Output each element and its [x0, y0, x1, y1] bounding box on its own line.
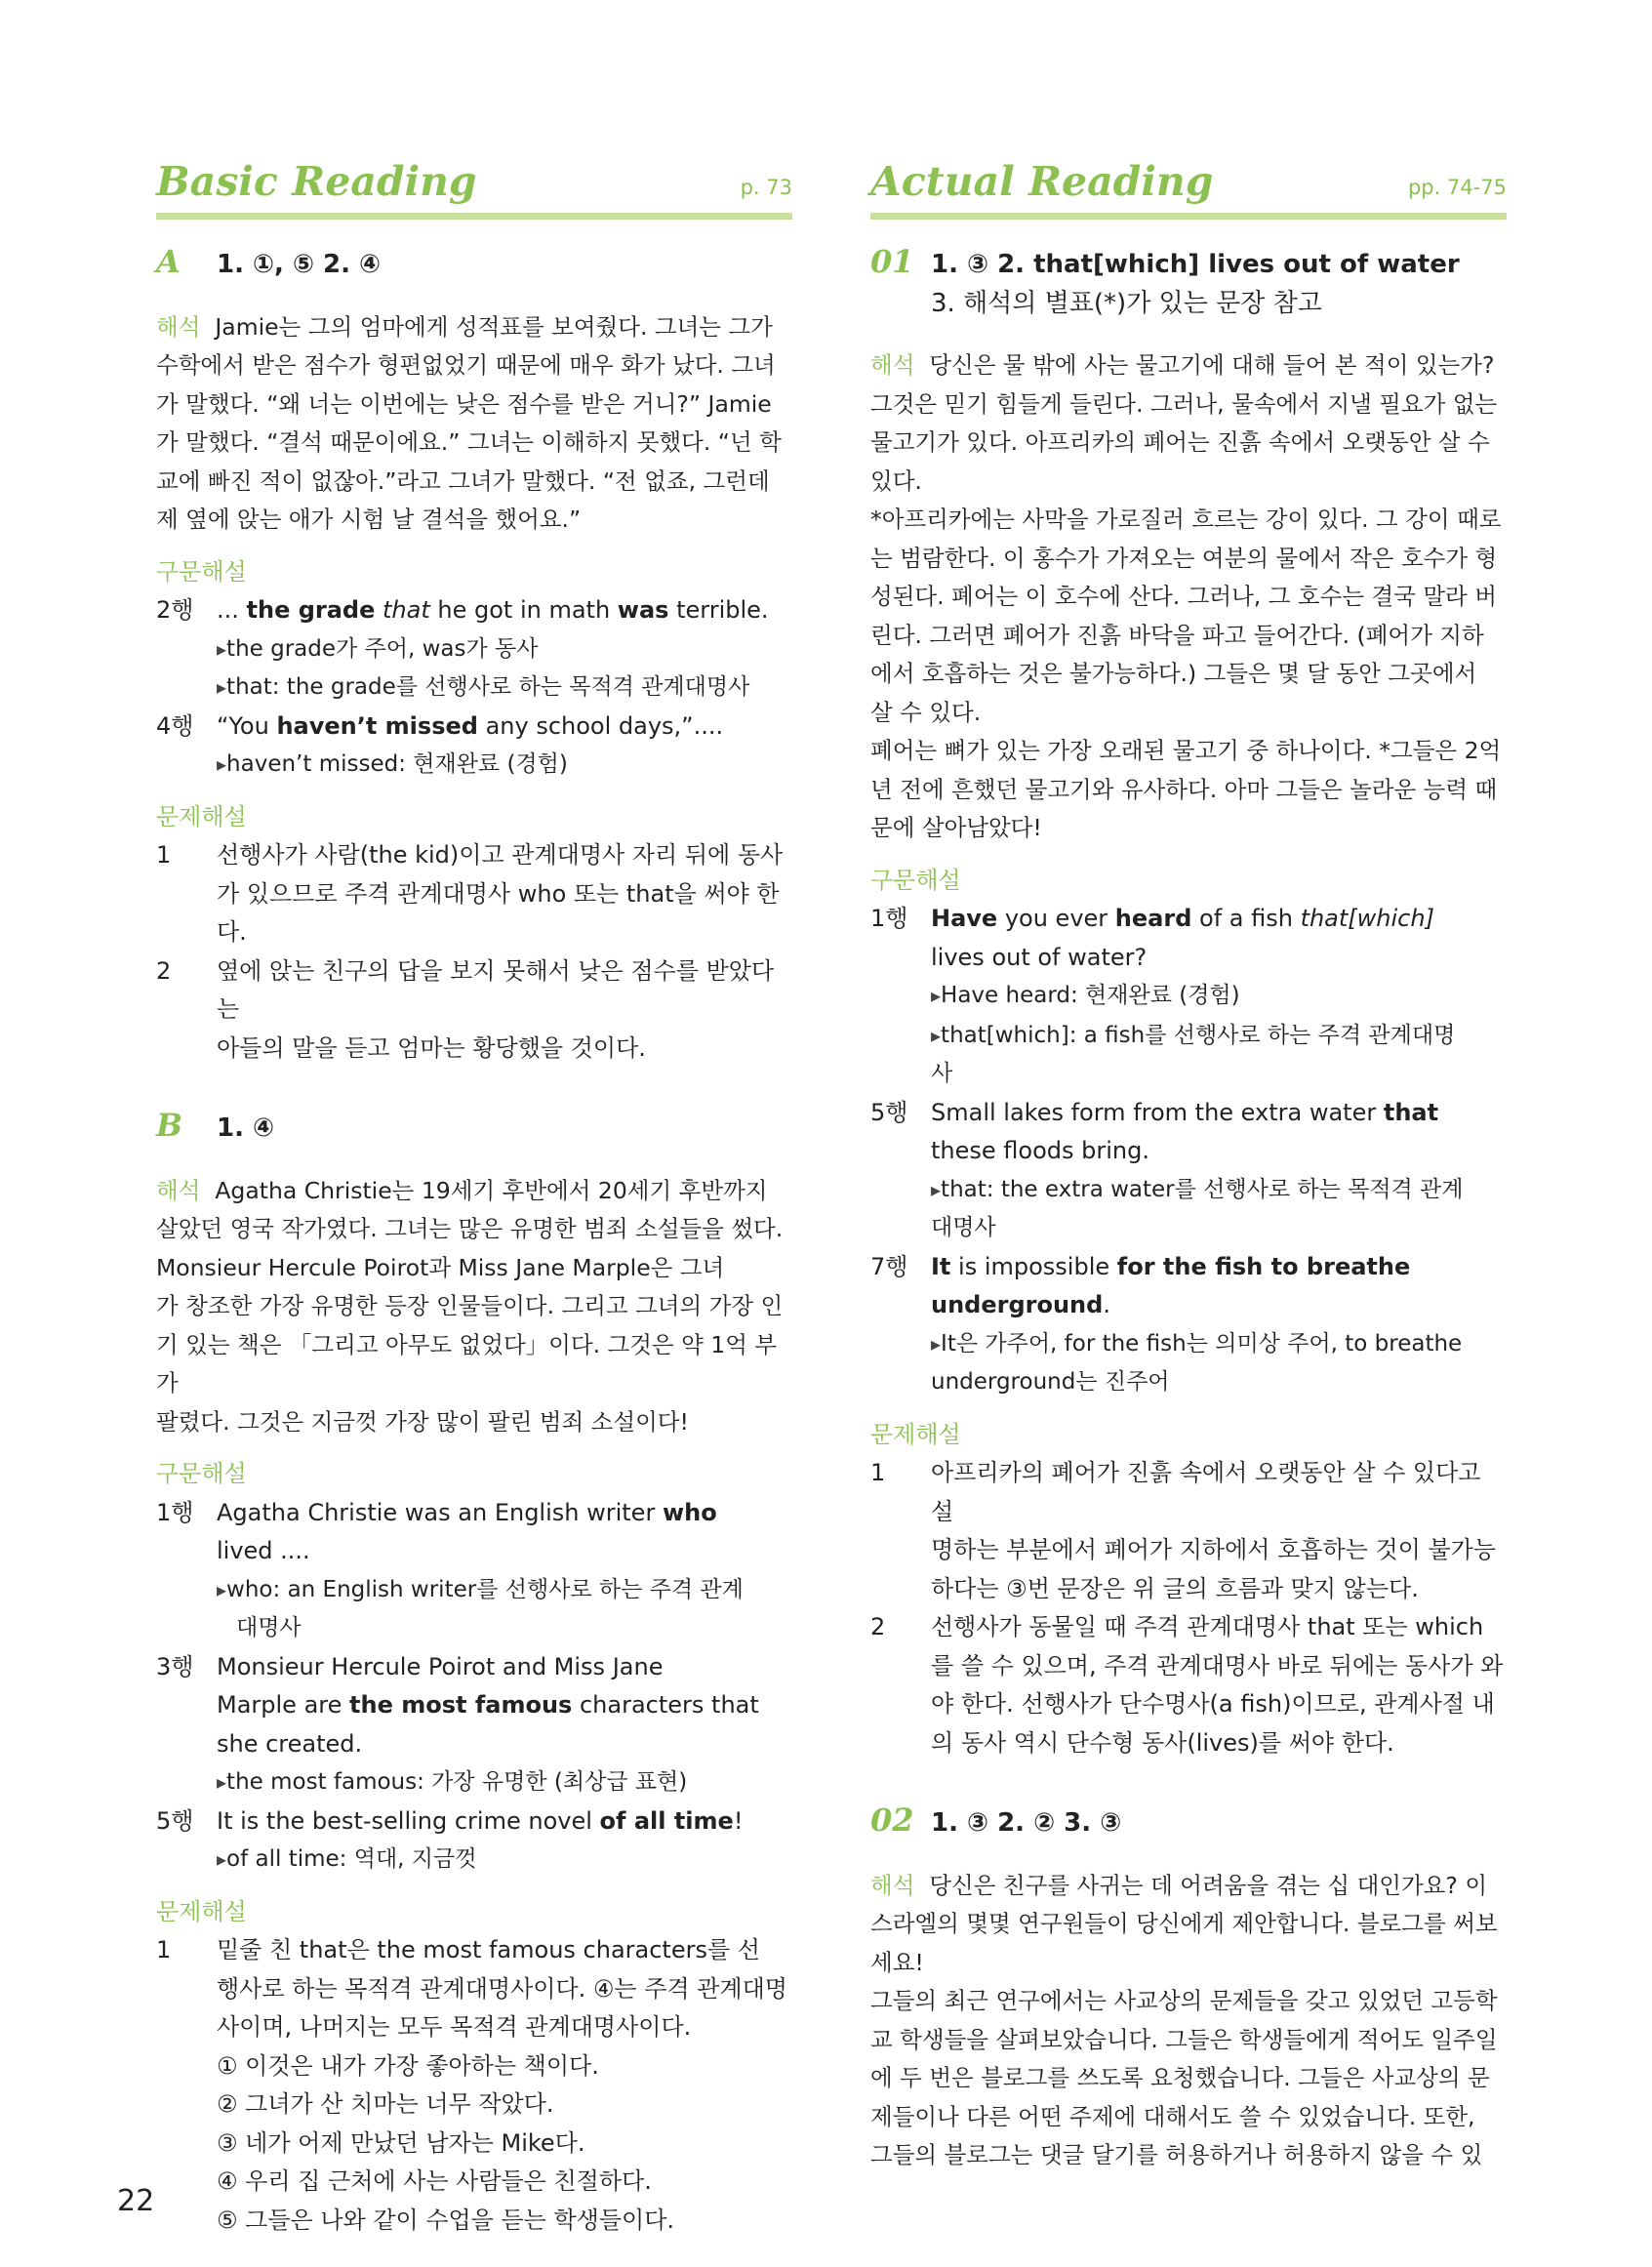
section-a-problem-label: 문제해설 [156, 802, 247, 830]
section-01-problem-label: 문제해설 [870, 1420, 961, 1448]
line-number: 5행 [870, 1098, 908, 1126]
problem-text [931, 1454, 1507, 1608]
translation-line: 성된다. 폐어는 이 호수에 산다. 그러나, 그 호수는 결국 말라 버 [870, 583, 1497, 610]
grammar-note-continuation: 대명사 [931, 1215, 996, 1240]
problem-line: 아프리카의 폐어가 진흙 속에서 오랫동안 살 수 있다고 설 [931, 1459, 1481, 1525]
text-run: ! [733, 1806, 744, 1835]
grammar-item [156, 708, 792, 747]
bold-run: the most famous [349, 1691, 573, 1719]
actual-reading-column [870, 148, 1507, 2175]
grammar-item [870, 1094, 1507, 1171]
text-run: “You [217, 711, 277, 740]
section-b-grammar-label: 구문해설 [156, 1460, 247, 1487]
grammar-note-continuation: 대명사 [236, 1615, 302, 1640]
grammar-note-continuation: underground는 진주어 [931, 1369, 1170, 1395]
translation-line: 교에 빠진 적이 없잖아.”라고 그녀가 말했다. “전 없죠, 그런데 [156, 466, 770, 495]
section-02-answer-text: 1. ③ 2. ② 3. ③ [931, 1808, 1122, 1838]
section-02-answers [870, 1801, 1507, 1843]
text-run: she created. [217, 1729, 363, 1758]
grammar-note: ▸ that: the grade를 선행사로 하는 목적격 관계대명사 [156, 668, 792, 708]
basic-reading-title: Basic Reading [156, 158, 477, 205]
problem-item [156, 836, 792, 952]
problem-line: 아들의 말을 듣고 엄마는 황당했을 것이다. [217, 1033, 646, 1062]
problem-line: 명하는 부분에서 폐어가 지하에서 호흡하는 것이 불가능 [931, 1536, 1497, 1563]
text-run: he got in math [429, 596, 618, 624]
line-number: 7행 [870, 1252, 908, 1280]
grammar-sentence [217, 1494, 792, 1571]
grammar-sentence [217, 1802, 792, 1842]
grammar-item [156, 1802, 792, 1842]
text-run: these floods bring. [931, 1137, 1149, 1164]
section-02-haeseok-label: 해석 [870, 1871, 915, 1899]
text-run: any school days,”.... [477, 711, 724, 740]
section-01-haeseok-label: 해석 [870, 351, 915, 379]
line-number: 3행 [156, 1652, 194, 1680]
section-b-translation [156, 1172, 792, 1442]
grammar-sentence [217, 708, 792, 747]
translation-line: 그것은 믿기 힘들게 들린다. 그러나, 물속에서 지낼 필요가 없는 [870, 389, 1498, 418]
problem-line: 행사로 하는 목적격 관계대명사이다. ④는 주격 관계대명 [217, 1974, 787, 2003]
translation-line: 있다. [870, 466, 922, 495]
problem-number: 1 [870, 1459, 886, 1486]
problem-item [156, 952, 792, 1069]
translation-line: 세요! [870, 1948, 924, 1976]
grammar-note: ▸ the most famous: 가장 유명한 (최상급 표현) [156, 1763, 792, 1802]
problem-text [217, 1931, 792, 2240]
problem-item [870, 1454, 1507, 1608]
section-a-letter: A [156, 243, 181, 280]
problem-item [870, 1608, 1507, 1762]
translation-line: 그들의 최근 연구에서는 사교상의 문제들을 갖고 있었던 고등학 [870, 1987, 1498, 2014]
bold-run: was [617, 596, 669, 624]
bold-run: of all time [599, 1806, 734, 1835]
text-run: ... [217, 596, 247, 624]
problem-line: 선행사가 동물일 때 주격 관계대명사 that 또는 which [931, 1613, 1484, 1640]
translation-line: 당신은 친구를 사귀는 데 어려움을 겪는 십 대인가요? 이 [929, 1871, 1488, 1899]
grammar-note: ▸ who: an English writer를 선행사로 하는 주격 관계 [156, 1571, 792, 1610]
translation-line: 가 말했다. “결석 때문이에요.” 그녀는 이해하지 못했다. “넌 학 [156, 428, 782, 456]
bold-run: haven’t missed [276, 711, 478, 740]
translation-line: 폐어는 뼈가 있는 가장 오래된 물고기 중 하나이다. *그들은 2억 [870, 737, 1502, 764]
problem-line: 밑줄 친 that은 the most famous characters를 선 [217, 1936, 760, 1963]
translation-line: 수학에서 받은 점수가 형편없었기 때문에 매우 화가 났다. 그녀 [156, 351, 776, 379]
section-a-grammar-label: 구문해설 [156, 557, 247, 586]
grammar-note: ▸ It은 가주어, for the fish는 의미상 주어, to breathe [870, 1325, 1507, 1364]
bold-run: heard [1114, 905, 1192, 932]
actual-reading-page-ref: pp. 74-75 [1407, 176, 1507, 199]
grammar-note: ▸ haven’t missed: 현재완료 (경험) [156, 746, 792, 785]
grammar-note: ▸ that: the extra water를 선행사로 하는 목적격 관계 [870, 1171, 1507, 1210]
section-01-translation [870, 346, 1507, 848]
translation-line: 린다. 그러면 폐어가 진흙 바닥을 파고 들어간다. (폐어가 지하 [870, 621, 1484, 649]
grammar-item [156, 591, 792, 630]
translation-line: 당신은 물 밖에 사는 물고기에 대해 들어 본 적이 있는가? [929, 351, 1495, 379]
section-01-grammar-label: 구문해설 [870, 866, 961, 894]
grammar-note-continuation: 사 [931, 1061, 953, 1086]
grammar-item [156, 1648, 792, 1764]
section-a-answers [156, 243, 792, 285]
translation-line: 제들이나 다른 어떤 주제에 대해서도 쓸 수 있었습니다. 또한, [870, 2102, 1475, 2130]
section-b-answer-text: 1. ④ [217, 1113, 275, 1143]
section-a-translation [156, 308, 792, 540]
section-02-translation [870, 1867, 1507, 2175]
grammar-item [870, 1248, 1507, 1325]
bold-run: the grade [246, 596, 376, 624]
translation-line: *아프리카에는 사막을 가로질러 흐르는 강이 있다. 그 강이 때로 [870, 506, 1502, 533]
italic-run: that [375, 596, 430, 624]
text-run: characters that [572, 1691, 759, 1719]
translation-line: 제 옆에 앉는 애가 시험 날 결석을 했어요.” [156, 506, 582, 533]
section-b-haeseok-label: 해석 [156, 1176, 201, 1204]
grammar-item [156, 1494, 792, 1571]
translation-line: Monsieur Hercule Poirot과 Miss Jane Marple은 그녀 [156, 1253, 725, 1281]
translation-line: 물고기가 있다. 아프리카의 폐어는 진흙 속에서 오랫동안 살 수 [870, 428, 1490, 456]
section-01-answer-line2: 3. 해석의 별표(*)가 있는 문장 참고 [931, 288, 1322, 318]
grammar-item [870, 900, 1507, 977]
translation-line: 살 수 있다. [870, 698, 982, 726]
grammar-sentence [217, 1648, 792, 1764]
grammar-sentence [931, 1094, 1507, 1171]
translation-line: 그들의 블로그는 댓글 달기를 허용하거나 허용하지 않을 수 있 [870, 2141, 1483, 2168]
grammar-sentence [217, 591, 792, 630]
page-number: 22 [117, 2184, 155, 2218]
translation-line: 는 범람한다. 이 홍수가 가져오는 여분의 물에서 작은 호수가 형 [870, 544, 1498, 572]
basic-reading-column [156, 148, 792, 2240]
translation-line: 가 창조한 가장 유명한 등장 인물들이다. 그리고 그녀의 가장 인 [156, 1292, 784, 1319]
grammar-note: ▸ that[which]: a fish를 선행사로 하는 주격 관계대명 [870, 1017, 1507, 1056]
text-run: of a fish [1191, 905, 1301, 932]
problem-line: 선행사가 사람(the kid)이고 관계대명사 자리 뒤에 동사 [217, 841, 784, 869]
problem-line: 야 한다. 선행사가 단수명사(a fish)이므로, 관계사절 내 [931, 1690, 1495, 1718]
text-run: Small lakes form from the extra water [931, 1098, 1384, 1126]
section-01-number: 01 [870, 243, 914, 280]
text-run: lives out of water? [931, 943, 1148, 971]
text-run: Monsieur Hercule Poirot and Miss Jane [217, 1652, 664, 1680]
problem-line: 의 동사 역시 단수형 동사(lives)를 써야 한다. [931, 1728, 1394, 1757]
translation-line: 기 있는 책은 「그리고 아무도 없었다」이다. 그것은 약 1억 부가 [156, 1330, 778, 1397]
actual-reading-header [870, 148, 1507, 220]
translation-line: Agatha Christie는 19세기 후반에서 20세기 후반까지 [215, 1176, 768, 1204]
problem-number: 1 [156, 841, 172, 869]
line-number: 1행 [156, 1498, 194, 1526]
text-run: you ever [997, 905, 1115, 932]
basic-reading-header [156, 148, 792, 220]
line-number: 1행 [870, 905, 908, 932]
problem-line: ⑤ 그들은 나와 같이 수업을 듣는 학생들이다. [217, 2206, 675, 2234]
translation-line: 팔렸다. 그것은 지금껏 가장 많이 팔린 범죄 소설이다! [156, 1407, 689, 1436]
actual-reading-title: Actual Reading [870, 158, 1214, 205]
translation-line: 문에 살아남았다! [870, 814, 1042, 841]
section-b-answers [156, 1107, 792, 1149]
translation-line: 에서 호흡하는 것은 불가능하다.) 그들은 몇 달 동안 그곳에서 [870, 660, 1477, 687]
text-run: Agatha Christie was an English writer [217, 1498, 663, 1526]
problem-number: 2 [870, 1613, 886, 1640]
grammar-sentence [931, 900, 1507, 977]
line-number: 2행 [156, 596, 194, 624]
problem-line: 를 쓸 수 있으며, 주격 관계대명사 바로 뒤에는 동사가 와 [931, 1651, 1504, 1680]
grammar-note [870, 977, 1507, 1017]
problem-line: 옆에 앉는 친구의 답을 보지 못해서 낮은 점수를 받았다는 [217, 956, 775, 1023]
bold-run: underground [931, 1291, 1104, 1318]
section-02-number: 02 [870, 1801, 914, 1839]
bold-run: Have [931, 905, 998, 932]
translation-line: Jamie는 그의 엄마에게 성적표를 보여줬다. 그녀는 그가 [215, 312, 773, 341]
text-run: . [1103, 1291, 1110, 1318]
problem-line: 하다는 ③번 문장은 위 글의 흐름과 맞지 않는다. [931, 1574, 1419, 1602]
section-01-answers [870, 243, 1507, 285]
translation-line: 에 두 번은 블로그를 쓰도록 요청했습니다. 그들은 사교상의 문 [870, 2064, 1490, 2091]
problem-number: 2 [156, 956, 172, 985]
text-run: Marple are [217, 1691, 350, 1719]
grammar-sentence [931, 1248, 1507, 1325]
translation-line: 가 말했다. “왜 너는 이번에는 낮은 점수를 받은 거니?” Jamie [156, 389, 772, 418]
problem-number: 1 [156, 1936, 172, 1963]
grammar-note: ▸ of all time: 역대, 지금껏 [156, 1841, 792, 1880]
bold-run: It [931, 1252, 951, 1280]
bold-run: that [1383, 1098, 1439, 1126]
problem-text [931, 1608, 1507, 1762]
basic-reading-page-ref: p. 73 [740, 176, 792, 199]
problem-line: ② 그녀가 산 치마는 너무 작았다. [217, 2090, 554, 2118]
bold-run: for the fish to breathe [1116, 1252, 1411, 1280]
section-b-problem-label: 문제해설 [156, 1897, 247, 1925]
problem-item [156, 1931, 792, 2240]
translation-line: 교 학생들을 살펴보았습니다. 그들은 학생들에게 적어도 일주일 [870, 2025, 1498, 2053]
problem-line: 사이며, 나머지는 모두 목적격 관계대명사이다. [217, 2013, 692, 2041]
bold-run: who [662, 1498, 717, 1526]
grammar-note: ▸ the grade가 주어, was가 동사 [156, 630, 792, 669]
text-run: terrible. [668, 596, 769, 624]
problem-line: ① 이것은 내가 가장 좋아하는 책이다. [217, 2051, 599, 2080]
text-run: It is the best-selling crime novel [217, 1806, 600, 1835]
problem-line: 가 있으므로 주격 관계대명사 who 또는 that을 써야 한다. [217, 879, 780, 946]
text-run: is impossible [950, 1252, 1117, 1280]
note-text: Have heard: 현재완료 (경험) [941, 983, 1240, 1008]
translation-line: 년 전에 흔했던 물고기와 유사하다. 아마 그들은 놀라운 능력 때 [870, 775, 1498, 803]
line-number: 4행 [156, 711, 194, 740]
translation-line: 살았던 영국 작가였다. 그녀는 많은 유명한 범죄 소설들을 썼다. [156, 1215, 784, 1242]
problem-line: ④ 우리 집 근처에 사는 사람들은 친절하다. [217, 2167, 652, 2195]
section-a-answer-text: 1. ①, ⑤ 2. ④ [217, 250, 382, 279]
section-b-letter: B [156, 1107, 183, 1144]
line-number: 5행 [156, 1806, 194, 1835]
problem-line: ③ 네가 어제 만났던 남자는 Mike다. [217, 2128, 585, 2157]
translation-line: 스라엘의 몇몇 연구원들이 당신에게 제안합니다. 블로그를 써보 [870, 1910, 1498, 1937]
problem-text [217, 836, 792, 952]
italic-run: that[which] [1300, 905, 1434, 932]
text-run: lived .... [217, 1537, 310, 1564]
section-01-answer-text: 1. ③ 2. that[which] lives out of water [931, 250, 1460, 279]
section-a-haeseok-label: 해석 [156, 312, 201, 341]
problem-text [217, 952, 792, 1069]
